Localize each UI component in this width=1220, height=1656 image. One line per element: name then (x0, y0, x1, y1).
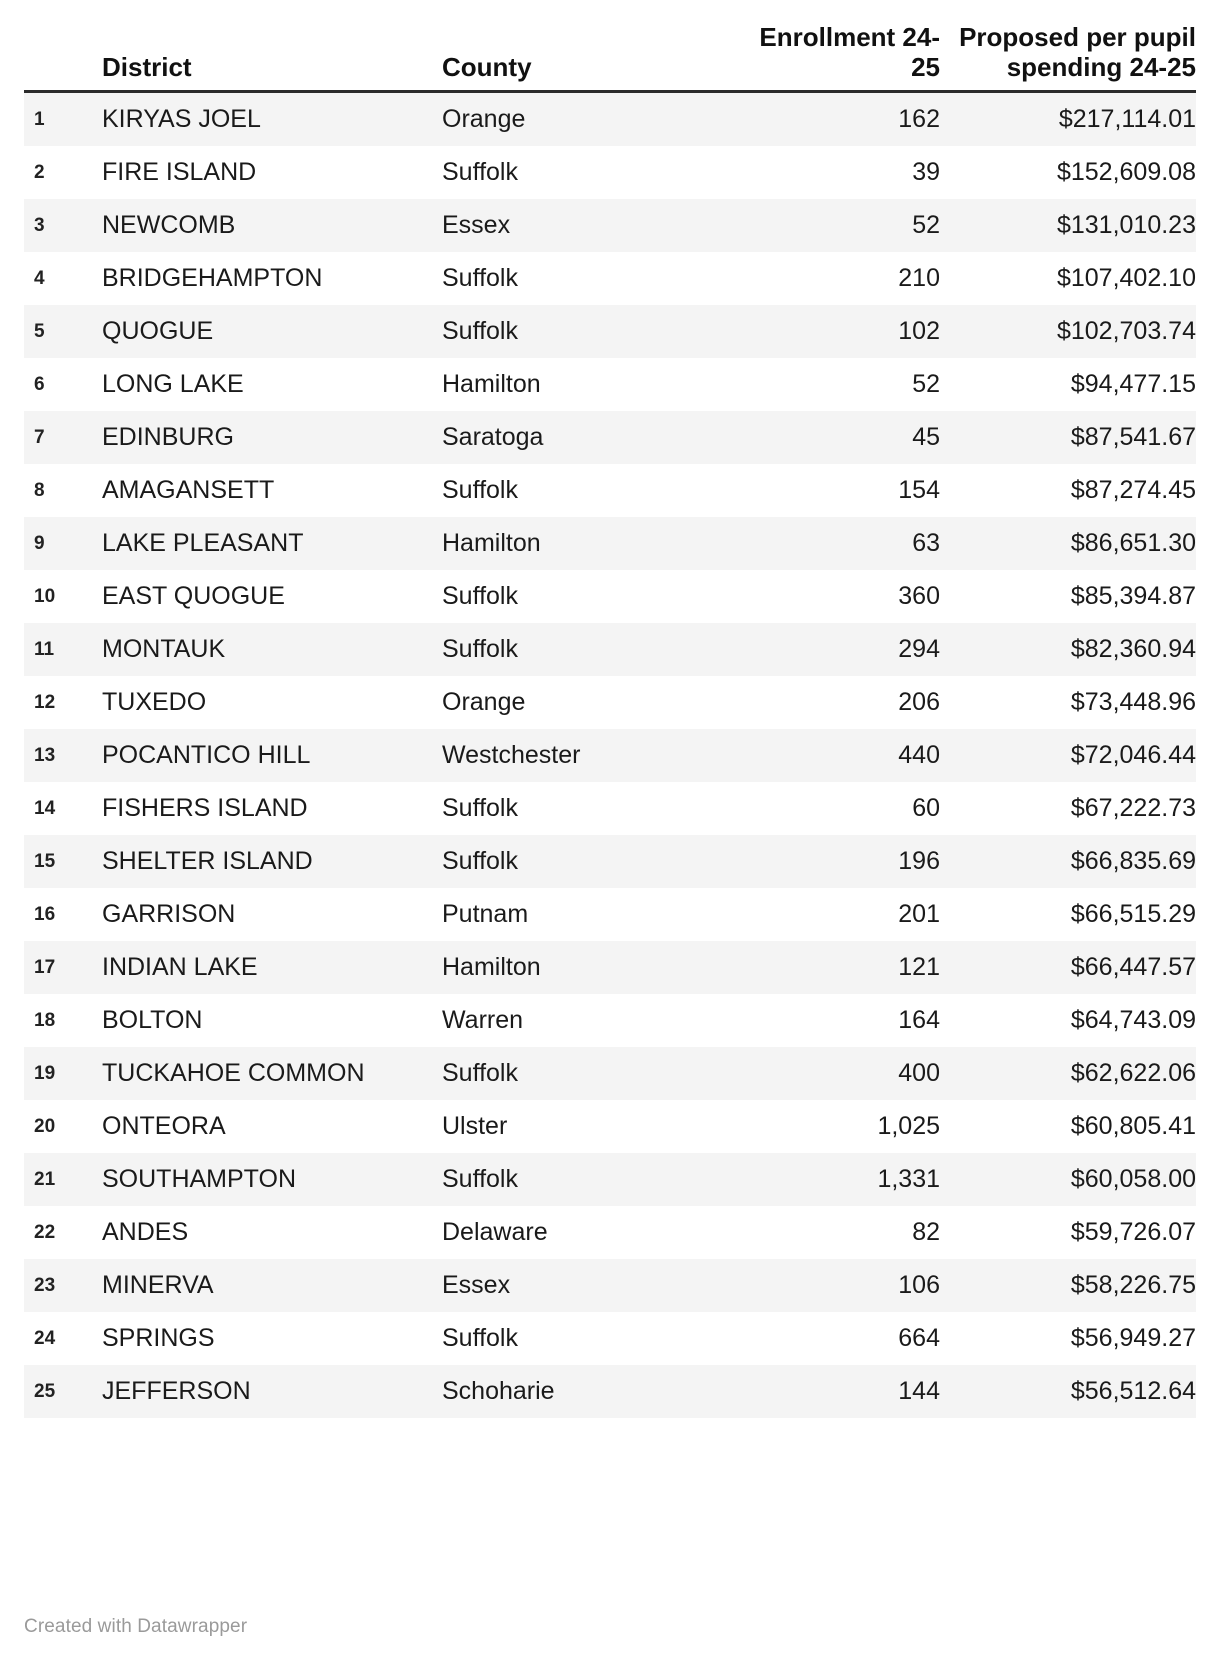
cell-enrollment: 294 (732, 623, 940, 676)
cell-enrollment: 162 (732, 92, 940, 147)
cell-district: SOUTHAMPTON (102, 1153, 442, 1206)
cell-rank: 7 (24, 411, 102, 464)
cell-enrollment: 52 (732, 358, 940, 411)
districts-table (24, 22, 1196, 1418)
cell-rank: 6 (24, 358, 102, 411)
table-body (24, 92, 1196, 1419)
cell-county: Warren (442, 994, 732, 1047)
cell-county: Suffolk (442, 146, 732, 199)
cell-county: Suffolk (442, 305, 732, 358)
cell-county: Ulster (442, 1100, 732, 1153)
cell-spending: $87,274.45 (940, 464, 1196, 517)
cell-district: AMAGANSETT (102, 464, 442, 517)
cell-county: Hamilton (442, 517, 732, 570)
table-row (24, 994, 1196, 1047)
cell-enrollment: 154 (732, 464, 940, 517)
cell-enrollment: 121 (732, 941, 940, 994)
cell-county: Suffolk (442, 1153, 732, 1206)
cell-district: TUXEDO (102, 676, 442, 729)
cell-rank: 2 (24, 146, 102, 199)
table-row (24, 623, 1196, 676)
cell-enrollment: 206 (732, 676, 940, 729)
cell-county: Delaware (442, 1206, 732, 1259)
cell-rank: 16 (24, 888, 102, 941)
cell-enrollment: 63 (732, 517, 940, 570)
table-row (24, 1100, 1196, 1153)
cell-rank: 25 (24, 1365, 102, 1418)
cell-spending: $56,949.27 (940, 1312, 1196, 1365)
cell-spending: $62,622.06 (940, 1047, 1196, 1100)
cell-spending: $87,541.67 (940, 411, 1196, 464)
cell-rank: 4 (24, 252, 102, 305)
cell-enrollment: 52 (732, 199, 940, 252)
cell-spending: $67,222.73 (940, 782, 1196, 835)
cell-spending: $86,651.30 (940, 517, 1196, 570)
cell-spending: $58,226.75 (940, 1259, 1196, 1312)
cell-district: KIRYAS JOEL (102, 92, 442, 147)
cell-county: Suffolk (442, 782, 732, 835)
cell-spending: $152,609.08 (940, 146, 1196, 199)
cell-district: GARRISON (102, 888, 442, 941)
cell-rank: 23 (24, 1259, 102, 1312)
column-header-district[interactable]: District (102, 22, 442, 92)
table-row (24, 941, 1196, 994)
cell-spending: $66,447.57 (940, 941, 1196, 994)
cell-enrollment: 106 (732, 1259, 940, 1312)
cell-county: Suffolk (442, 570, 732, 623)
cell-county: Orange (442, 92, 732, 147)
cell-spending: $66,835.69 (940, 835, 1196, 888)
cell-spending: $107,402.10 (940, 252, 1196, 305)
cell-rank: 19 (24, 1047, 102, 1100)
cell-district: SPRINGS (102, 1312, 442, 1365)
cell-rank: 1 (24, 92, 102, 147)
cell-district: ONTEORA (102, 1100, 442, 1153)
cell-county: Schoharie (442, 1365, 732, 1418)
table-row (24, 1312, 1196, 1365)
cell-spending: $60,058.00 (940, 1153, 1196, 1206)
cell-district: EDINBURG (102, 411, 442, 464)
cell-spending: $102,703.74 (940, 305, 1196, 358)
table-row (24, 676, 1196, 729)
cell-district: LONG LAKE (102, 358, 442, 411)
cell-spending: $131,010.23 (940, 199, 1196, 252)
cell-enrollment: 1,025 (732, 1100, 940, 1153)
cell-spending: $64,743.09 (940, 994, 1196, 1047)
cell-rank: 21 (24, 1153, 102, 1206)
cell-spending: $73,448.96 (940, 676, 1196, 729)
cell-rank: 14 (24, 782, 102, 835)
table-row (24, 1047, 1196, 1100)
table-row (24, 1365, 1196, 1418)
table-row (24, 570, 1196, 623)
cell-rank: 17 (24, 941, 102, 994)
cell-enrollment: 82 (732, 1206, 940, 1259)
table-row (24, 252, 1196, 305)
cell-enrollment: 201 (732, 888, 940, 941)
cell-county: Suffolk (442, 464, 732, 517)
cell-county: Suffolk (442, 623, 732, 676)
cell-district: NEWCOMB (102, 199, 442, 252)
cell-county: Westchester (442, 729, 732, 782)
cell-district: MINERVA (102, 1259, 442, 1312)
table-row (24, 1259, 1196, 1312)
table-row (24, 1153, 1196, 1206)
cell-rank: 22 (24, 1206, 102, 1259)
cell-enrollment: 45 (732, 411, 940, 464)
cell-district: FISHERS ISLAND (102, 782, 442, 835)
cell-district: QUOGUE (102, 305, 442, 358)
cell-rank: 20 (24, 1100, 102, 1153)
cell-enrollment: 164 (732, 994, 940, 1047)
cell-enrollment: 440 (732, 729, 940, 782)
cell-county: Hamilton (442, 358, 732, 411)
cell-rank: 5 (24, 305, 102, 358)
cell-county: Suffolk (442, 1047, 732, 1100)
cell-spending: $56,512.64 (940, 1365, 1196, 1418)
table-row (24, 358, 1196, 411)
cell-district: SHELTER ISLAND (102, 835, 442, 888)
column-header-enrollment[interactable]: Enrollment 24-25 (732, 22, 940, 92)
table-row (24, 146, 1196, 199)
cell-district: BOLTON (102, 994, 442, 1047)
cell-enrollment: 1,331 (732, 1153, 940, 1206)
cell-rank: 12 (24, 676, 102, 729)
table-row (24, 729, 1196, 782)
cell-district: BRIDGEHAMPTON (102, 252, 442, 305)
cell-spending: $85,394.87 (940, 570, 1196, 623)
cell-county: Orange (442, 676, 732, 729)
cell-spending: $82,360.94 (940, 623, 1196, 676)
cell-rank: 9 (24, 517, 102, 570)
column-header-spending[interactable]: Proposed per pupil spending 24-25 (940, 22, 1196, 92)
cell-enrollment: 210 (732, 252, 940, 305)
cell-spending: $66,515.29 (940, 888, 1196, 941)
cell-rank: 8 (24, 464, 102, 517)
cell-enrollment: 60 (732, 782, 940, 835)
table-row (24, 411, 1196, 464)
cell-county: Hamilton (442, 941, 732, 994)
cell-spending: $217,114.01 (940, 92, 1196, 147)
cell-rank: 3 (24, 199, 102, 252)
cell-spending: $94,477.15 (940, 358, 1196, 411)
cell-enrollment: 400 (732, 1047, 940, 1100)
cell-rank: 24 (24, 1312, 102, 1365)
cell-county: Suffolk (442, 252, 732, 305)
table-chart-container (0, 22, 1220, 1656)
cell-district: TUCKAHOE COMMON (102, 1047, 442, 1100)
cell-enrollment: 664 (732, 1312, 940, 1365)
cell-district: INDIAN LAKE (102, 941, 442, 994)
cell-enrollment: 360 (732, 570, 940, 623)
cell-district: FIRE ISLAND (102, 146, 442, 199)
table-row (24, 464, 1196, 517)
cell-rank: 13 (24, 729, 102, 782)
cell-enrollment: 39 (732, 146, 940, 199)
table-row (24, 835, 1196, 888)
table-row (24, 199, 1196, 252)
cell-district: JEFFERSON (102, 1365, 442, 1418)
cell-rank: 10 (24, 570, 102, 623)
cell-county: Suffolk (442, 835, 732, 888)
cell-county: Putnam (442, 888, 732, 941)
table-row (24, 1206, 1196, 1259)
cell-district: MONTAUK (102, 623, 442, 676)
datawrapper-credit[interactable]: Created with Datawrapper (24, 1616, 248, 1637)
cell-district: ANDES (102, 1206, 442, 1259)
table-header (24, 22, 1196, 92)
column-header-rank[interactable] (24, 22, 102, 92)
column-header-county[interactable]: County (442, 22, 732, 92)
cell-district: POCANTICO HILL (102, 729, 442, 782)
cell-rank: 15 (24, 835, 102, 888)
cell-spending: $60,805.41 (940, 1100, 1196, 1153)
table-row (24, 305, 1196, 358)
table-row (24, 92, 1196, 147)
cell-enrollment: 102 (732, 305, 940, 358)
table-row (24, 782, 1196, 835)
cell-county: Saratoga (442, 411, 732, 464)
table-row (24, 517, 1196, 570)
cell-county: Suffolk (442, 1312, 732, 1365)
cell-rank: 11 (24, 623, 102, 676)
cell-county: Essex (442, 199, 732, 252)
table-row (24, 888, 1196, 941)
cell-county: Essex (442, 1259, 732, 1312)
cell-enrollment: 196 (732, 835, 940, 888)
cell-rank: 18 (24, 994, 102, 1047)
cell-spending: $59,726.07 (940, 1206, 1196, 1259)
cell-district: EAST QUOGUE (102, 570, 442, 623)
cell-spending: $72,046.44 (940, 729, 1196, 782)
cell-district: LAKE PLEASANT (102, 517, 442, 570)
cell-enrollment: 144 (732, 1365, 940, 1418)
